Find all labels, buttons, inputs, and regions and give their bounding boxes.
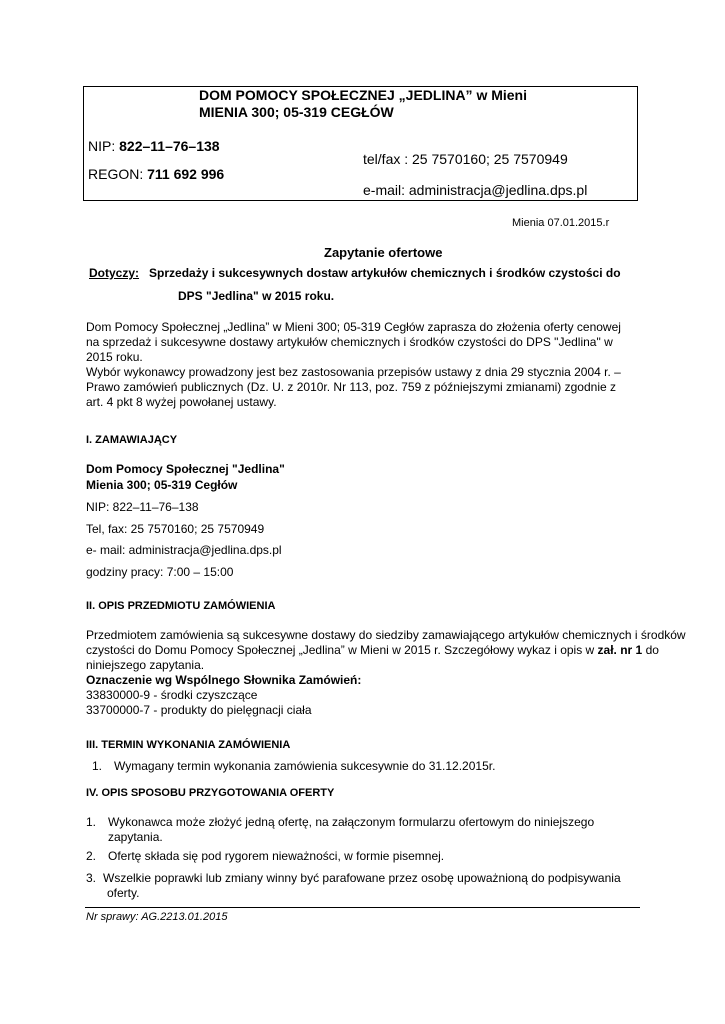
cpv-heading: Oznaczenie wg Wspólnego Słownika Zamówień: [86, 673, 362, 687]
item-line: zapytania. [108, 830, 163, 844]
item-text [108, 815, 594, 845]
section2-paragraph [86, 628, 716, 718]
attachment-ref: zał. nr 1 [597, 643, 643, 657]
intro-line: 2015 roku. [86, 350, 143, 364]
intro-line: Wybór wykonawcy prowadzony jest bez zastosowania przepisów ustawy z dnia 29 stycznia 2004 r. – [86, 365, 621, 379]
document-title: Zapytanie ofertowe [324, 245, 443, 260]
nip-value: 822–11–76–138 [119, 138, 220, 154]
date-place: Mienia 07.01.2015.r [512, 217, 610, 229]
section2-heading: II. OPIS PRZEDMIOTU ZAMÓWIENIA [86, 600, 276, 612]
intro-line: Dom Pomocy Społecznej „Jedlina” w Mieni 300; 05-319 Cegłów zaprasza do złożenia oferty cenowej [86, 320, 621, 334]
section2-text: czystości do Domu Pomocy Społecznej „Jedlina” w Mieni w 2015 r. Szczegółowy wykaz i opis w [86, 643, 598, 657]
nip-label: NIP: [88, 138, 116, 154]
item-number: 3. [86, 871, 97, 885]
item-line: Wykonawca może złożyć jedną ofertę, na załączonym formularzu ofertowym do niniejszego [108, 815, 595, 829]
item-line: oferty. [107, 886, 140, 900]
section4-item-3 [86, 871, 621, 901]
item-number: 2. [86, 849, 97, 863]
section1-name: Dom Pomocy Społecznej "Jedlina" [86, 462, 285, 476]
section1-nip: NIP: 822–11–76–138 [86, 500, 199, 514]
cpv-code: 33830000-9 - środki czyszczące [86, 688, 258, 702]
intro-line: na sprzedaż i sukcesywne dostawy artykułów chemicznych i środków czystości do DPS "Jedlina" w [86, 335, 613, 349]
case-number: Nr sprawy: AG.2213.01.2015 [86, 911, 228, 923]
item-number: 1. [86, 815, 97, 829]
section1-email: e- mail: administracja@jedlina.dps.pl [86, 543, 282, 557]
section4-heading: IV. OPIS SPOSOBU PRZYGOTOWANIA OFERTY [86, 787, 335, 799]
regon-value: 711 692 996 [147, 166, 225, 182]
section2-line: niniejszego zapytania. [86, 658, 205, 672]
nip-line [88, 138, 220, 155]
item-text: Ofertę składa się pod rygorem nieważności, w formie pisemnej. [108, 849, 445, 863]
telfax: tel/fax : 25 7570160; 25 7570949 [363, 151, 568, 167]
item-line: Wszelkie poprawki lub zmiany winny być parafowane przez osobę upoważnioną do podpisywania [103, 871, 621, 885]
section3-heading: III. TERMIN WYKONANIA ZAMÓWIENIA [86, 739, 291, 751]
section1-hours: godziny pracy: 7:00 – 15:00 [86, 565, 234, 579]
intro-paragraph [86, 320, 646, 410]
regon-label: REGON: [88, 166, 144, 182]
section2-text: do [642, 643, 659, 657]
section1-heading: I. ZAMAWIAJĄCY [86, 434, 178, 446]
institution-address: MIENIA 300; 05-319 CEGŁÓW [199, 104, 394, 120]
email: e-mail: administracja@jedlina.dps.pl [363, 182, 588, 198]
footer-divider [85, 907, 640, 908]
section4-item-1 [86, 815, 594, 845]
item-text [103, 871, 621, 901]
section3-item [92, 759, 495, 774]
subject-line [89, 266, 621, 281]
item-text: Wymagany termin wykonania zamówienia sukcesywnie do 31.12.2015r. [114, 759, 496, 773]
section4-item-2 [86, 849, 444, 864]
institution-name: DOM POMOCY SPOŁECZNEJ „JEDLINA” w Mieni [199, 87, 528, 103]
section1-address: Mienia 300; 05-319 Cegłów [86, 478, 238, 492]
subject-line2: DPS "Jedlina" w 2015 roku. [178, 289, 335, 303]
subject-text: Sprzedaży i sukcesywnych dostaw artykułów chemicznych i środków czystości do [149, 266, 621, 280]
intro-line: Prawo zamówień publicznych (Dz. U. z 2010r. Nr 113, poz. 759 z późniejszymi zmianami) zgodnie z [86, 380, 617, 394]
regon-line [88, 166, 224, 183]
intro-line: art. 4 pkt 8 wyżej powołanej ustawy. [86, 395, 277, 409]
cpv-code: 33700000-7 - produkty do pielęgnacji ciała [86, 703, 312, 717]
section2-line [86, 643, 716, 658]
item-number: 1. [92, 759, 103, 773]
section2-line: Przedmiotem zamówienia są sukcesywne dostawy do siedziby zamawiającego artykułów chemicznych i środków [86, 628, 686, 642]
subject-label: Dotyczy: [89, 266, 140, 280]
section1-tel: Tel, fax: 25 7570160; 25 7570949 [86, 522, 265, 536]
